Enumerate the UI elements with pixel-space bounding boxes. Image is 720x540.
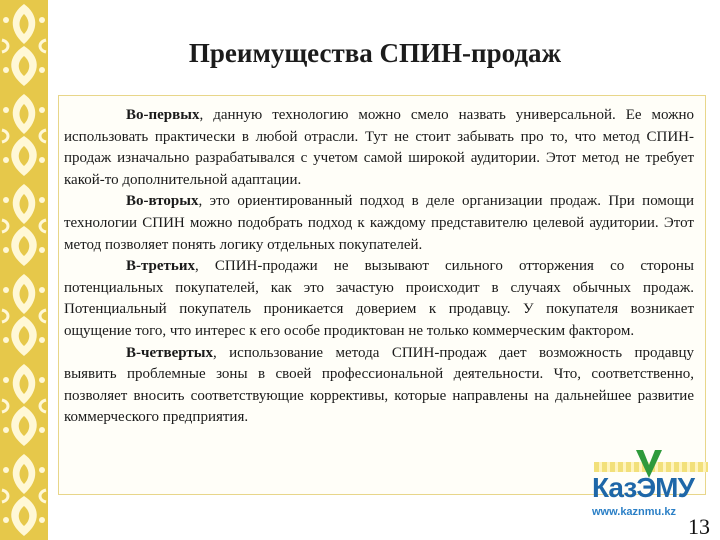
slide-title: Преимущества СПИН-продаж [188,38,562,68]
logo-wordmark: КазЭМУ [592,472,694,503]
paragraph-text: , это ориентированный подход в деле организации продаж. При помощи технологии СПИН можно подобрать подход к каждому представителю целевой аудитории. Этот метод позволяет понять логику отдельных покупателей. [64,193,694,253]
paragraph-fourth [64,343,694,429]
paragraph-lead: Во-вторых [126,193,199,210]
content-box [58,95,706,495]
paragraph-lead: В-четвертых [126,344,213,361]
paragraph-text: , данную технологию можно смело назвать универсальной. Ее можно использовать практически в любой отрасли. Тут не стоит забывать про то, что метод СПИН-продаж изначально разрабатывался с учетом самой широкой аудитории. Этот метод не требует какой-то дополнительной адаптации. [64,107,694,188]
side-ornament [0,0,48,540]
body-text [64,105,694,429]
paragraph-text: , использование метода СПИН-продаж дает возможность продавцу выявить проблемные зоны в своей профессиональной деятельности. Что, соответственно, позволяет вносить соответствующие коррективы, которые направлены на дальнейшее развитие коммерческого предприятия. [64,344,694,426]
paragraph-text: , СПИН-продажи не вызывают сильного отторжения со стороны потенциальных покупателей, как это зачастую происходит в случаях обычных продаж. Потенциальный покупатель проникается доверием к продавцу. У покупателя возникает ощущение того, что интерес к его особе продиктован не только коммерческим фактором. [64,258,694,339]
paragraph-lead: Во-первых [126,107,200,123]
paragraph-first [64,105,694,191]
page-number: 13 [688,514,710,539]
paragraph-third [64,256,694,342]
logo-url: www.kaznmu.kz [592,506,676,518]
ornament-pattern-icon [0,0,48,540]
paragraph-lead: В-третьих [126,258,195,275]
paragraph-second [64,191,694,256]
